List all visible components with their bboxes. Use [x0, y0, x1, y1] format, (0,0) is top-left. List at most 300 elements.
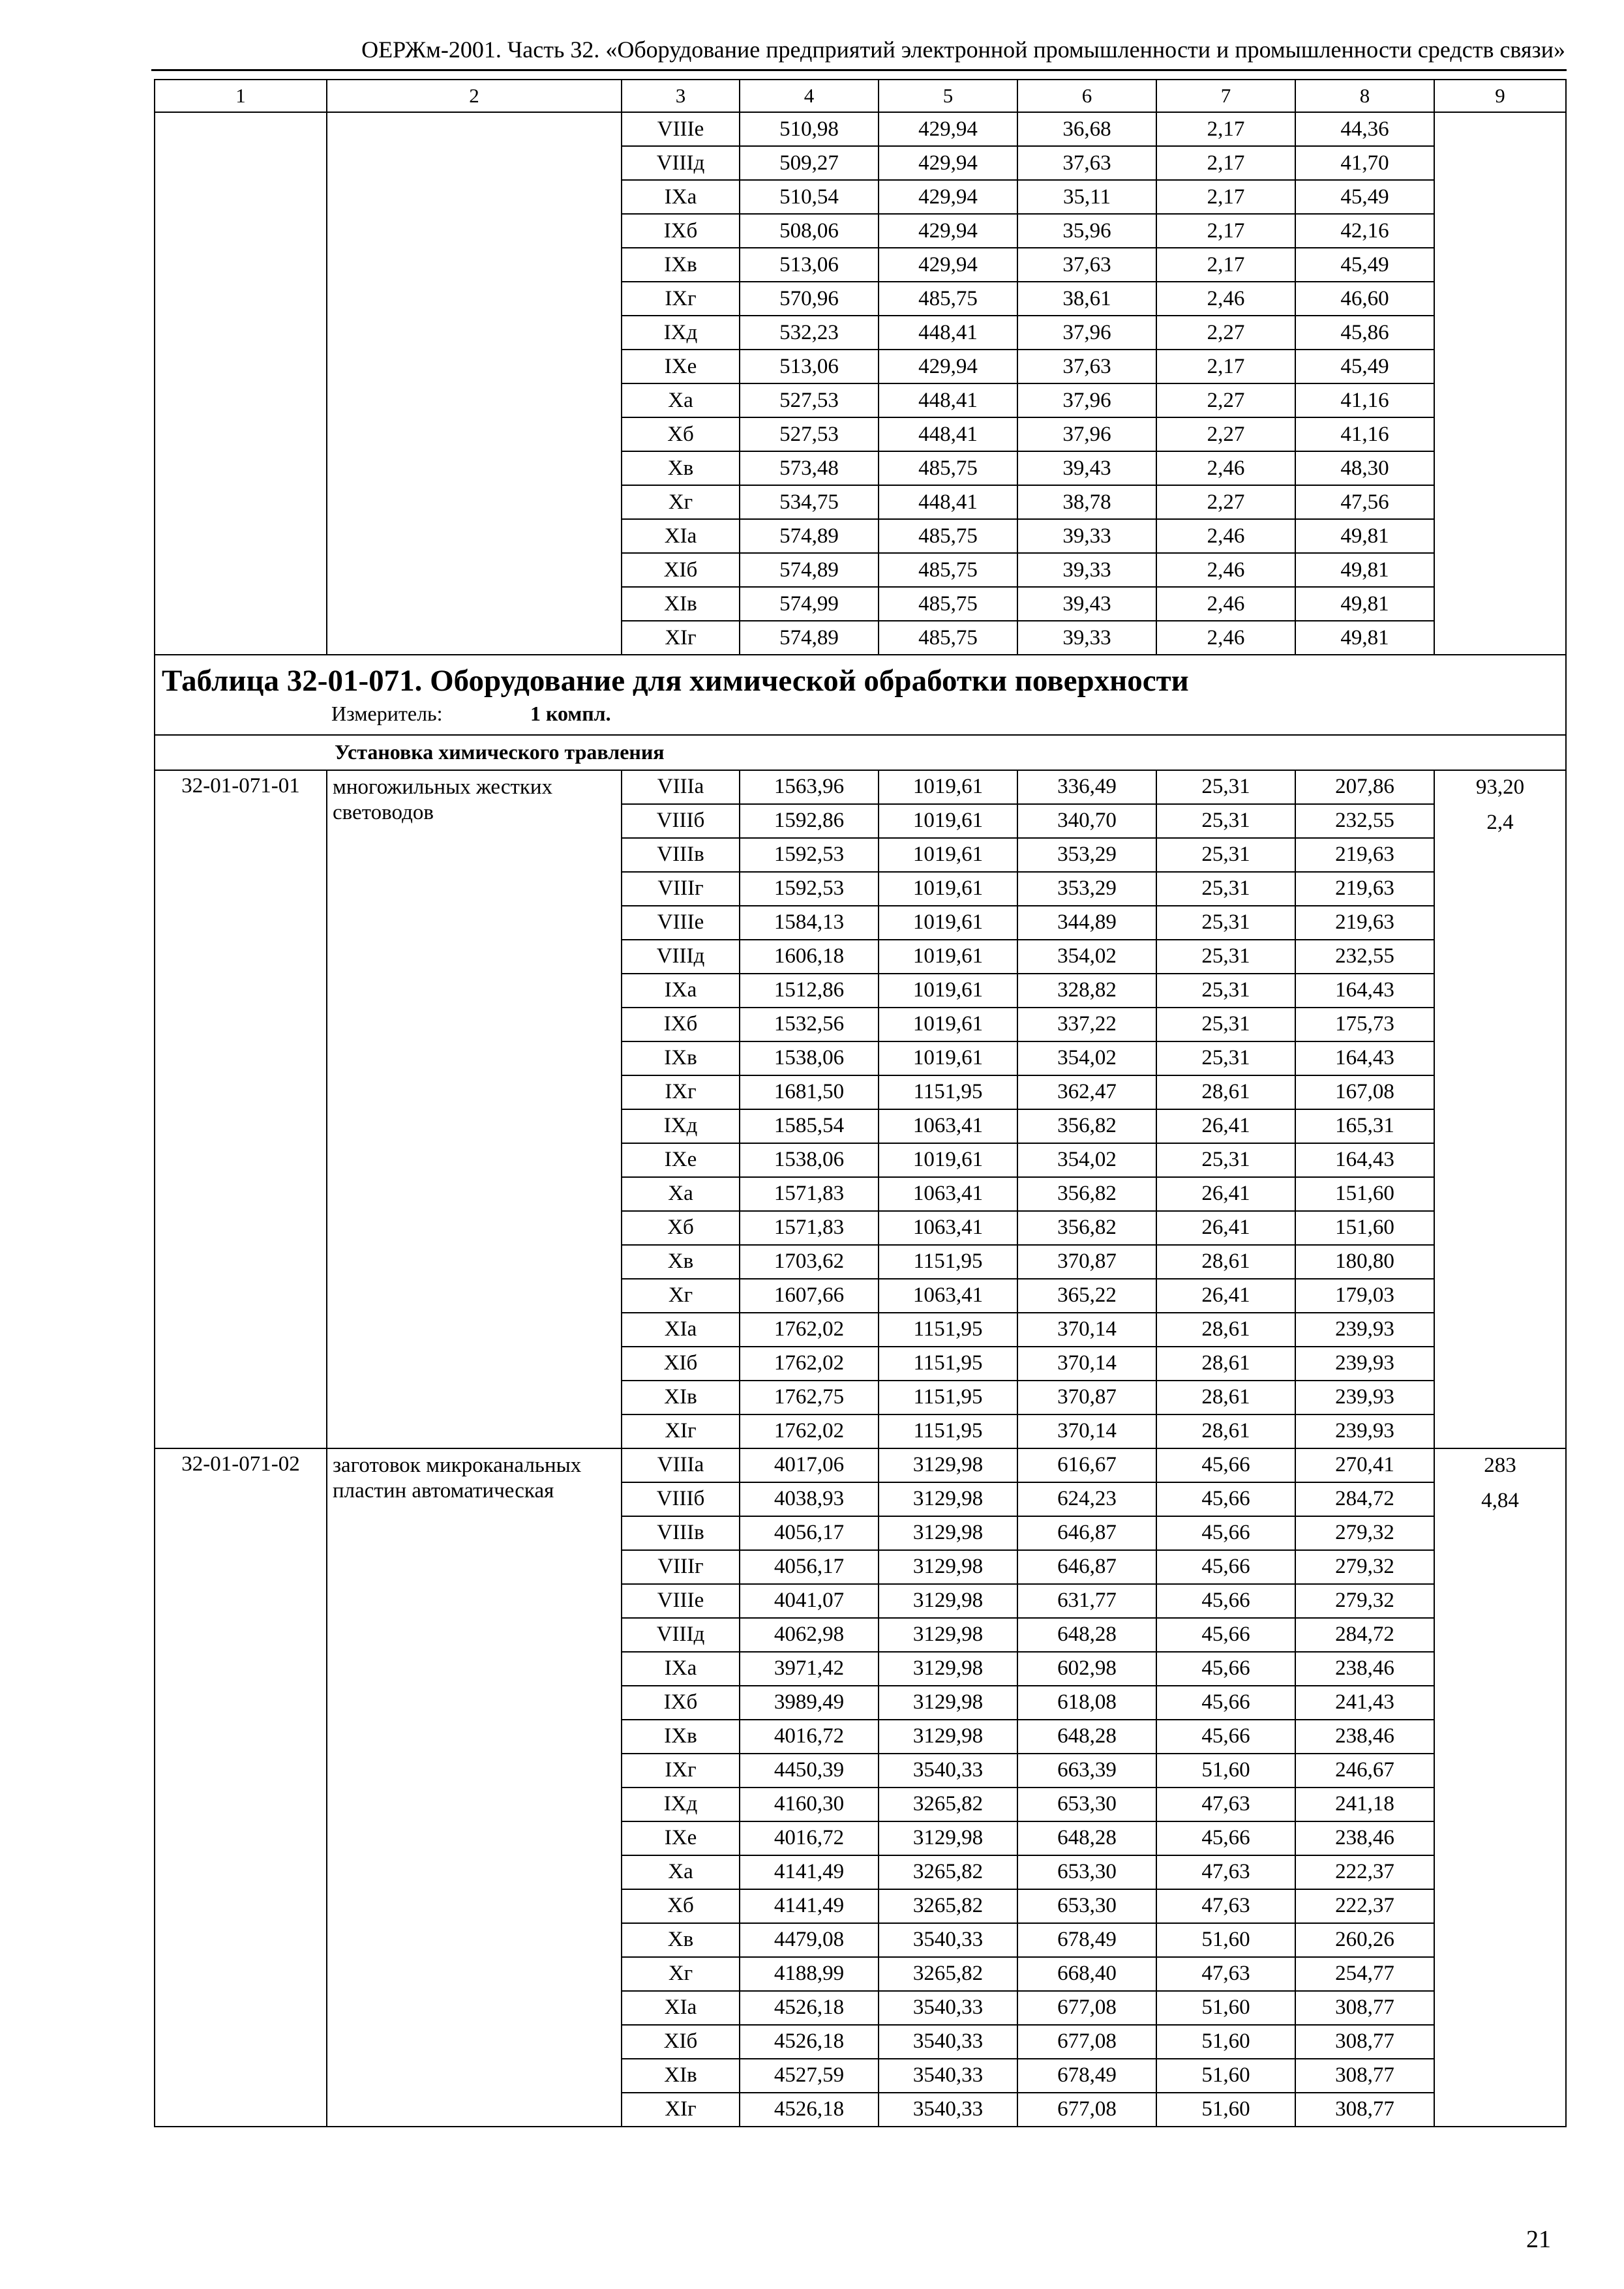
value-cell: 653,30 — [1017, 1855, 1156, 1889]
column-number-cell: 4 — [740, 80, 879, 112]
value-cell: 238,46 — [1295, 1720, 1434, 1754]
zone-cell: IXа — [622, 1652, 740, 1686]
value-cell: 25,31 — [1156, 1008, 1295, 1041]
value-cell: 1151,95 — [879, 1381, 1017, 1414]
value-cell: 42,16 — [1295, 214, 1434, 248]
zone-cell: VIIIв — [622, 1516, 740, 1550]
section-title-row — [155, 655, 1566, 735]
value-cell: 219,63 — [1295, 838, 1434, 872]
value-cell: 38,78 — [1017, 485, 1156, 519]
value-cell: 3540,33 — [879, 1754, 1017, 1788]
value-cell: 624,23 — [1017, 1482, 1156, 1516]
value-cell: 1762,02 — [740, 1347, 879, 1381]
value-cell: 648,28 — [1017, 1618, 1156, 1652]
value-cell: 3129,98 — [879, 1652, 1017, 1686]
value-cell: 508,06 — [740, 214, 879, 248]
value-cell: 279,32 — [1295, 1516, 1434, 1550]
value-cell: 26,41 — [1156, 1211, 1295, 1245]
value-cell: 25,31 — [1156, 974, 1295, 1008]
value-cell: 4526,18 — [740, 2025, 879, 2059]
value-cell: 3540,33 — [879, 1923, 1017, 1957]
zone-cell: XIб — [622, 1347, 740, 1381]
value-cell: 1538,06 — [740, 1041, 879, 1075]
value-cell: 4526,18 — [740, 1991, 879, 2025]
value-cell: 241,43 — [1295, 1686, 1434, 1720]
value-cell: 1019,61 — [879, 906, 1017, 940]
value-cell: 47,63 — [1156, 1957, 1295, 1991]
value-cell: 646,87 — [1017, 1550, 1156, 1584]
value-cell: 45,66 — [1156, 1482, 1295, 1516]
value-cell: 164,43 — [1295, 1041, 1434, 1075]
value-cell: 354,02 — [1017, 1143, 1156, 1177]
zone-cell: IXа — [622, 974, 740, 1008]
value-cell: 47,63 — [1156, 1788, 1295, 1821]
value-cell: 1151,95 — [879, 1347, 1017, 1381]
zone-cell: Xг — [622, 485, 740, 519]
value-cell: 448,41 — [879, 383, 1017, 417]
value-cell: 3265,82 — [879, 1788, 1017, 1821]
table-row — [155, 1448, 1566, 1482]
value-cell: 39,33 — [1017, 519, 1156, 553]
value-cell: 35,96 — [1017, 214, 1156, 248]
zone-cell: Xв — [622, 451, 740, 485]
value-cell: 1151,95 — [879, 1414, 1017, 1448]
value-cell: 1762,02 — [740, 1313, 879, 1347]
value-cell: 28,61 — [1156, 1075, 1295, 1109]
zone-cell: IXб — [622, 214, 740, 248]
value-cell: 28,61 — [1156, 1347, 1295, 1381]
value-cell: 25,31 — [1156, 872, 1295, 906]
value-cell: 239,93 — [1295, 1347, 1434, 1381]
value-cell: 1512,86 — [740, 974, 879, 1008]
value-cell: 646,87 — [1017, 1516, 1156, 1550]
zone-cell: XIв — [622, 2059, 740, 2093]
value-cell: 25,31 — [1156, 838, 1295, 872]
col9-value: 2,4 — [1486, 810, 1514, 834]
zone-cell: XIа — [622, 519, 740, 553]
zone-cell: IXг — [622, 1754, 740, 1788]
value-cell: 1592,53 — [740, 872, 879, 906]
zone-cell: VIIIе — [622, 1584, 740, 1618]
zone-cell: VIIIб — [622, 804, 740, 838]
value-cell: 165,31 — [1295, 1109, 1434, 1143]
zone-cell: VIIIд — [622, 146, 740, 180]
value-cell: 2,27 — [1156, 417, 1295, 451]
page-number: 21 — [1526, 2226, 1551, 2253]
value-cell: 308,77 — [1295, 2025, 1434, 2059]
zone-cell: Xб — [622, 1211, 740, 1245]
value-cell: 25,31 — [1156, 770, 1295, 804]
value-cell: 2,27 — [1156, 485, 1295, 519]
value-cell: 49,81 — [1295, 587, 1434, 621]
value-cell: 25,31 — [1156, 906, 1295, 940]
value-cell: 45,66 — [1156, 1516, 1295, 1550]
table-subtitle: Установка химического травления — [155, 735, 1566, 770]
value-cell: 4526,18 — [740, 2093, 879, 2127]
table-title: Таблица 32-01-071. Оборудование для химической обработки поверхности — [162, 664, 1189, 698]
zone-cell: XIб — [622, 553, 740, 587]
value-cell: 164,43 — [1295, 1143, 1434, 1177]
value-cell: 38,61 — [1017, 282, 1156, 316]
value-cell: 1063,41 — [879, 1211, 1017, 1245]
measure-value: 1 компл. — [530, 701, 611, 725]
value-cell: 1592,53 — [740, 838, 879, 872]
zone-cell: IXд — [622, 1109, 740, 1143]
value-cell: 1151,95 — [879, 1313, 1017, 1347]
value-cell: 51,60 — [1156, 1923, 1295, 1957]
value-cell: 1571,83 — [740, 1177, 879, 1211]
value-cell: 1703,62 — [740, 1245, 879, 1279]
value-cell: 4041,07 — [740, 1584, 879, 1618]
item-code: 32-01-071-01 — [155, 770, 327, 1448]
value-cell: 354,02 — [1017, 1041, 1156, 1075]
column-number-cell: 7 — [1156, 80, 1295, 112]
value-cell: 3129,98 — [879, 1482, 1017, 1516]
value-cell: 1019,61 — [879, 1008, 1017, 1041]
value-cell: 328,82 — [1017, 974, 1156, 1008]
value-cell: 1151,95 — [879, 1075, 1017, 1109]
zone-cell: Xв — [622, 1923, 740, 1957]
zone-cell: VIIIа — [622, 770, 740, 804]
value-cell: 232,55 — [1295, 940, 1434, 974]
value-cell: 41,16 — [1295, 417, 1434, 451]
value-cell: 570,96 — [740, 282, 879, 316]
value-cell: 39,43 — [1017, 587, 1156, 621]
zone-cell: XIг — [622, 621, 740, 655]
value-cell: 45,66 — [1156, 1584, 1295, 1618]
value-cell: 51,60 — [1156, 1991, 1295, 2025]
value-cell: 2,17 — [1156, 146, 1295, 180]
value-cell: 51,60 — [1156, 2093, 1295, 2127]
value-cell: 510,54 — [740, 180, 879, 214]
value-cell: 37,63 — [1017, 248, 1156, 282]
value-cell: 3265,82 — [879, 1889, 1017, 1923]
value-cell: 2,27 — [1156, 383, 1295, 417]
value-cell: 2,17 — [1156, 350, 1295, 383]
value-cell: 45,86 — [1295, 316, 1434, 350]
value-cell: 677,08 — [1017, 2025, 1156, 2059]
value-cell: 51,60 — [1156, 2059, 1295, 2093]
value-cell: 36,68 — [1017, 112, 1156, 146]
value-cell: 44,36 — [1295, 112, 1434, 146]
value-cell: 3129,98 — [879, 1618, 1017, 1652]
value-cell: 238,46 — [1295, 1821, 1434, 1855]
subtitle-row — [155, 735, 1566, 770]
value-cell: 2,17 — [1156, 180, 1295, 214]
value-cell: 45,66 — [1156, 1652, 1295, 1686]
zone-cell: XIа — [622, 1313, 740, 1347]
zone-cell: Xв — [622, 1245, 740, 1279]
zone-cell: IXа — [622, 180, 740, 214]
value-cell: 2,46 — [1156, 587, 1295, 621]
value-cell: 668,40 — [1017, 1957, 1156, 1991]
value-cell: 167,08 — [1295, 1075, 1434, 1109]
value-cell: 356,82 — [1017, 1211, 1156, 1245]
table-row — [155, 770, 1566, 804]
value-cell: 618,08 — [1017, 1686, 1156, 1720]
value-cell: 3971,42 — [740, 1652, 879, 1686]
value-cell: 4056,17 — [740, 1516, 879, 1550]
value-cell: 47,63 — [1156, 1855, 1295, 1889]
value-cell: 2,46 — [1156, 282, 1295, 316]
value-cell: 429,94 — [879, 180, 1017, 214]
value-cell: 1019,61 — [879, 770, 1017, 804]
running-header: ОЕРЖм-2001. Часть 32. «Оборудование предприятий электронной промышленности и промышленности средств связи» — [361, 37, 1565, 63]
value-cell: 28,61 — [1156, 1245, 1295, 1279]
zone-cell: Xг — [622, 1279, 740, 1313]
value-cell: 45,49 — [1295, 350, 1434, 383]
table-row — [155, 112, 1566, 146]
value-cell: 238,46 — [1295, 1652, 1434, 1686]
value-cell: 254,77 — [1295, 1957, 1434, 1991]
empty-code-cell — [155, 112, 327, 655]
zone-cell: Xб — [622, 1889, 740, 1923]
value-cell: 151,60 — [1295, 1177, 1434, 1211]
rates-table — [154, 79, 1567, 2127]
column-number-cell: 3 — [622, 80, 740, 112]
zone-cell: VIIIе — [622, 906, 740, 940]
value-cell: 3540,33 — [879, 2093, 1017, 2127]
zone-cell: IXв — [622, 1041, 740, 1075]
value-cell: 485,75 — [879, 519, 1017, 553]
value-cell: 1019,61 — [879, 974, 1017, 1008]
zone-cell: XIг — [622, 2093, 740, 2127]
value-cell: 485,75 — [879, 553, 1017, 587]
value-cell: 45,66 — [1156, 1448, 1295, 1482]
value-cell: 28,61 — [1156, 1414, 1295, 1448]
value-cell: 370,14 — [1017, 1347, 1156, 1381]
value-cell: 574,89 — [740, 553, 879, 587]
value-cell: 279,32 — [1295, 1550, 1434, 1584]
value-cell: 37,63 — [1017, 350, 1156, 383]
value-cell: 3129,98 — [879, 1821, 1017, 1855]
value-cell: 37,96 — [1017, 316, 1156, 350]
value-cell: 337,22 — [1017, 1008, 1156, 1041]
zone-cell: XIв — [622, 1381, 740, 1414]
zone-cell: VIIIд — [622, 940, 740, 974]
zone-cell: VIIIа — [622, 1448, 740, 1482]
value-cell: 246,67 — [1295, 1754, 1434, 1788]
value-cell: 1762,75 — [740, 1381, 879, 1414]
value-cell: 151,60 — [1295, 1211, 1434, 1245]
value-cell: 51,60 — [1156, 2025, 1295, 2059]
zone-cell: IXб — [622, 1686, 740, 1720]
value-cell: 1681,50 — [740, 1075, 879, 1109]
value-cell: 219,63 — [1295, 906, 1434, 940]
value-cell: 37,63 — [1017, 146, 1156, 180]
rates-table-body — [155, 80, 1566, 2127]
value-cell: 534,75 — [740, 485, 879, 519]
value-cell: 574,89 — [740, 519, 879, 553]
value-cell: 39,33 — [1017, 621, 1156, 655]
col9-value: 283 — [1484, 1453, 1516, 1477]
value-cell: 2,17 — [1156, 112, 1295, 146]
value-cell: 3129,98 — [879, 1686, 1017, 1720]
value-cell: 3129,98 — [879, 1720, 1017, 1754]
value-cell: 39,33 — [1017, 553, 1156, 587]
value-cell: 239,93 — [1295, 1414, 1434, 1448]
value-cell: 219,63 — [1295, 872, 1434, 906]
value-cell: 45,66 — [1156, 1550, 1295, 1584]
col9-value: 4,84 — [1481, 1488, 1519, 1512]
item-description: заготовок микроканальных пластин автоматическая — [327, 1448, 622, 2127]
value-cell: 1019,61 — [879, 804, 1017, 838]
zone-cell: IXв — [622, 248, 740, 282]
value-cell: 3265,82 — [879, 1957, 1017, 1991]
value-cell: 49,81 — [1295, 553, 1434, 587]
value-cell: 4141,49 — [740, 1889, 879, 1923]
value-cell: 532,23 — [740, 316, 879, 350]
value-cell: 270,41 — [1295, 1448, 1434, 1482]
item-description: многожильных жестких световодов — [327, 770, 622, 1448]
value-cell: 241,18 — [1295, 1788, 1434, 1821]
column-number-cell: 5 — [879, 80, 1017, 112]
value-cell: 574,89 — [740, 621, 879, 655]
value-cell: 179,03 — [1295, 1279, 1434, 1313]
column-number-row — [155, 80, 1566, 112]
value-cell: 2,46 — [1156, 519, 1295, 553]
column-number-cell: 1 — [155, 80, 327, 112]
value-cell: 47,63 — [1156, 1889, 1295, 1923]
value-cell: 677,08 — [1017, 1991, 1156, 2025]
value-cell: 1019,61 — [879, 1143, 1017, 1177]
value-cell: 1063,41 — [879, 1177, 1017, 1211]
value-cell: 45,66 — [1156, 1821, 1295, 1855]
value-cell: 370,87 — [1017, 1245, 1156, 1279]
zone-cell: VIIIе — [622, 112, 740, 146]
zone-cell: IXв — [622, 1720, 740, 1754]
value-cell: 353,29 — [1017, 872, 1156, 906]
value-cell: 51,60 — [1156, 1754, 1295, 1788]
value-cell: 2,17 — [1156, 248, 1295, 282]
value-cell: 574,99 — [740, 587, 879, 621]
value-cell: 1592,86 — [740, 804, 879, 838]
value-cell: 631,77 — [1017, 1584, 1156, 1618]
value-cell: 365,22 — [1017, 1279, 1156, 1313]
value-cell: 3540,33 — [879, 2059, 1017, 2093]
value-cell: 25,31 — [1156, 804, 1295, 838]
column-number-cell: 6 — [1017, 80, 1156, 112]
column-number-cell: 9 — [1434, 80, 1566, 112]
value-cell: 429,94 — [879, 214, 1017, 248]
value-cell: 448,41 — [879, 417, 1017, 451]
value-cell: 4016,72 — [740, 1821, 879, 1855]
value-cell: 239,93 — [1295, 1381, 1434, 1414]
value-cell: 513,06 — [740, 248, 879, 282]
value-cell: 354,02 — [1017, 940, 1156, 974]
column-number-cell: 8 — [1295, 80, 1434, 112]
value-cell: 45,66 — [1156, 1618, 1295, 1652]
value-cell: 3540,33 — [879, 2025, 1017, 2059]
value-cell: 448,41 — [879, 485, 1017, 519]
value-cell: 3129,98 — [879, 1448, 1017, 1482]
value-cell: 677,08 — [1017, 2093, 1156, 2127]
zone-cell: VIIIг — [622, 872, 740, 906]
value-cell: 4141,49 — [740, 1855, 879, 1889]
value-cell: 239,93 — [1295, 1313, 1434, 1347]
value-cell: 279,32 — [1295, 1584, 1434, 1618]
value-cell: 1151,95 — [879, 1245, 1017, 1279]
zone-cell: IXб — [622, 1008, 740, 1041]
value-cell: 678,49 — [1017, 2059, 1156, 2093]
zone-cell: Xа — [622, 383, 740, 417]
value-cell: 370,14 — [1017, 1313, 1156, 1347]
value-cell: 4450,39 — [740, 1754, 879, 1788]
value-cell: 4062,98 — [740, 1618, 879, 1652]
value-cell: 485,75 — [879, 451, 1017, 485]
value-cell: 222,37 — [1295, 1855, 1434, 1889]
value-cell: 510,98 — [740, 112, 879, 146]
value-cell: 527,53 — [740, 383, 879, 417]
value-cell: 4188,99 — [740, 1957, 879, 1991]
value-cell: 344,89 — [1017, 906, 1156, 940]
zone-cell: VIIIд — [622, 1618, 740, 1652]
value-cell: 356,82 — [1017, 1109, 1156, 1143]
value-cell: 28,61 — [1156, 1381, 1295, 1414]
value-cell: 45,49 — [1295, 248, 1434, 282]
measure-line — [162, 700, 1559, 734]
value-cell: 45,66 — [1156, 1720, 1295, 1754]
value-cell: 370,87 — [1017, 1381, 1156, 1414]
value-cell: 41,16 — [1295, 383, 1434, 417]
value-cell: 2,17 — [1156, 214, 1295, 248]
zone-cell: IXг — [622, 1075, 740, 1109]
value-cell: 232,55 — [1295, 804, 1434, 838]
empty-col9-cell — [1434, 112, 1566, 655]
value-cell: 46,60 — [1295, 282, 1434, 316]
value-cell: 164,43 — [1295, 974, 1434, 1008]
value-cell: 616,67 — [1017, 1448, 1156, 1482]
value-cell: 3129,98 — [879, 1584, 1017, 1618]
value-cell: 25,31 — [1156, 1041, 1295, 1075]
value-cell: 1019,61 — [879, 940, 1017, 974]
value-cell: 41,70 — [1295, 146, 1434, 180]
value-cell: 26,41 — [1156, 1109, 1295, 1143]
value-cell: 485,75 — [879, 587, 1017, 621]
value-cell: 222,37 — [1295, 1889, 1434, 1923]
value-cell: 485,75 — [879, 282, 1017, 316]
value-cell: 1019,61 — [879, 838, 1017, 872]
value-cell: 1607,66 — [740, 1279, 879, 1313]
value-cell: 573,48 — [740, 451, 879, 485]
value-cell: 1538,06 — [740, 1143, 879, 1177]
value-cell: 26,41 — [1156, 1279, 1295, 1313]
value-cell: 527,53 — [740, 417, 879, 451]
value-cell: 602,98 — [1017, 1652, 1156, 1686]
value-cell: 353,29 — [1017, 838, 1156, 872]
item-col9 — [1434, 1448, 1566, 2127]
value-cell: 336,49 — [1017, 770, 1156, 804]
value-cell: 49,81 — [1295, 519, 1434, 553]
value-cell: 48,30 — [1295, 451, 1434, 485]
zone-cell: XIб — [622, 2025, 740, 2059]
value-cell: 2,27 — [1156, 316, 1295, 350]
value-cell: 4016,72 — [740, 1720, 879, 1754]
zone-cell: XIа — [622, 1991, 740, 2025]
value-cell: 308,77 — [1295, 1991, 1434, 2025]
value-cell: 1063,41 — [879, 1279, 1017, 1313]
value-cell: 429,94 — [879, 248, 1017, 282]
value-cell: 39,43 — [1017, 451, 1156, 485]
value-cell: 485,75 — [879, 621, 1017, 655]
value-cell: 1532,56 — [740, 1008, 879, 1041]
value-cell: 260,26 — [1295, 1923, 1434, 1957]
measure-label: Измеритель: — [331, 701, 443, 725]
zone-cell: IXе — [622, 1821, 740, 1855]
col9-value: 93,20 — [1475, 775, 1525, 799]
value-cell: 308,77 — [1295, 2093, 1434, 2127]
value-cell: 3989,49 — [740, 1686, 879, 1720]
